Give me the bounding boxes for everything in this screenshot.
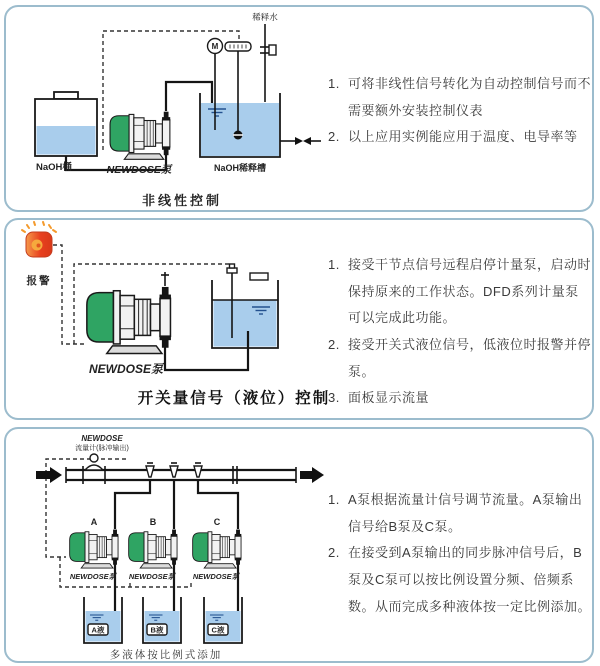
pump-a-label: NEWDOSE泵 bbox=[69, 572, 117, 581]
dilution-tank-label: NaOH稀释槽 bbox=[213, 163, 267, 173]
chemical-tank-a bbox=[84, 597, 122, 643]
inlet-water-label: 稀释水 bbox=[252, 12, 278, 22]
tank-c-label: C液 bbox=[211, 625, 225, 635]
panel-nonlinear-control bbox=[4, 5, 594, 212]
note-item bbox=[328, 332, 592, 385]
outlet-valve-icon bbox=[280, 137, 321, 145]
tank-b-label: B液 bbox=[150, 625, 164, 635]
note-text: 可将非线性信号转化为自动控制信号而不需要额外安装控制仪表 bbox=[348, 76, 592, 118]
pump-label: NEWDOSE泵 bbox=[88, 362, 164, 376]
diagram-caption: 开关量信号（液位）控制 bbox=[137, 388, 331, 407]
diagram-caption: 多液体按比例式添加 bbox=[109, 649, 223, 661]
pump-b-letter: B bbox=[149, 517, 157, 527]
notes-list bbox=[328, 252, 592, 412]
newdose-pump-c-icon bbox=[193, 530, 242, 569]
newdose-pump-b-icon bbox=[129, 530, 178, 569]
storage-tank bbox=[212, 264, 278, 348]
newdose-pump-a-icon bbox=[70, 530, 119, 569]
brand-label: NEWDOSE bbox=[81, 434, 123, 443]
note-item bbox=[328, 385, 592, 412]
newdose-pump-icon bbox=[87, 287, 171, 354]
alarm-signal-wire-dashed bbox=[53, 245, 84, 344]
notes-list bbox=[328, 71, 592, 151]
naoh-source-tank bbox=[35, 92, 97, 156]
dilution-water-inlet bbox=[260, 24, 276, 102]
inlet-valve-icon bbox=[260, 45, 276, 55]
diagram-caption: 非线性控制 bbox=[141, 194, 222, 209]
note-item bbox=[328, 71, 592, 124]
panel-proportional-dosing bbox=[4, 427, 594, 663]
chemical-tank-b bbox=[143, 597, 181, 643]
chemical-tank-c bbox=[204, 597, 242, 643]
pump-c-label: NEWDOSE泵 bbox=[192, 572, 240, 581]
alarm-beacon-icon bbox=[22, 222, 56, 257]
newdose-pump-icon bbox=[110, 112, 170, 160]
note-number: 1. bbox=[328, 76, 340, 91]
note-number: 1. bbox=[328, 257, 340, 272]
note-number: 1. bbox=[328, 492, 340, 507]
note-item bbox=[328, 124, 592, 151]
note-item bbox=[328, 540, 592, 620]
notes-list bbox=[328, 487, 592, 620]
flowmeter-label: 流量计(脉冲输出) bbox=[75, 445, 129, 452]
flow-out-arrow-icon bbox=[300, 467, 324, 483]
note-item bbox=[328, 252, 592, 332]
pump-b-label: NEWDOSE泵 bbox=[128, 572, 176, 581]
discharge-pipe-a bbox=[115, 480, 150, 529]
note-number: 3. bbox=[328, 390, 340, 406]
tank-lid-icon bbox=[250, 273, 268, 280]
pump-a-letter: A bbox=[90, 517, 98, 527]
note-item bbox=[328, 487, 592, 540]
note-text: 面板显示流量 bbox=[348, 390, 430, 406]
tank-a-label: A液 bbox=[91, 625, 105, 635]
alarm-label: 报警 bbox=[26, 275, 52, 287]
note-text: 在接受到A泵输出的同步脉冲信号后，B泵及C泵可以按比例设置分频、倍频系数。从而完成多种液体按一定比例添加。 bbox=[348, 545, 592, 614]
note-text: 接受开关式液位信号，低液位时报警并停泵。 bbox=[348, 336, 592, 379]
nonlinear-control-diagram bbox=[8, 7, 328, 207]
flow-in-arrow-icon bbox=[36, 467, 62, 483]
proportional-dosing-diagram bbox=[8, 429, 330, 644]
note-text: 以上应用实例能应用于温度、电导率等 bbox=[348, 129, 578, 145]
motor-label: M bbox=[211, 42, 219, 51]
note-number: 2. bbox=[328, 129, 340, 145]
source-tank-label: NaOH桶 bbox=[36, 162, 72, 173]
note-number: 2. bbox=[328, 545, 340, 561]
pump-c-letter: C bbox=[213, 517, 221, 527]
note-number: 2. bbox=[328, 336, 340, 352]
pump-label: NEWDOSE泵 bbox=[106, 164, 172, 176]
note-text: 接受干节点信号远程启停计量泵，启动时保持原来的工作状态。DFD系列计量泵可以完成此功能。 bbox=[348, 257, 592, 326]
panel-level-switch-control bbox=[4, 218, 594, 420]
note-text: A泵根据流量计信号调节流量。A泵输出信号给B泵及C泵。 bbox=[348, 492, 583, 534]
injection-valve-icon bbox=[161, 272, 169, 286]
